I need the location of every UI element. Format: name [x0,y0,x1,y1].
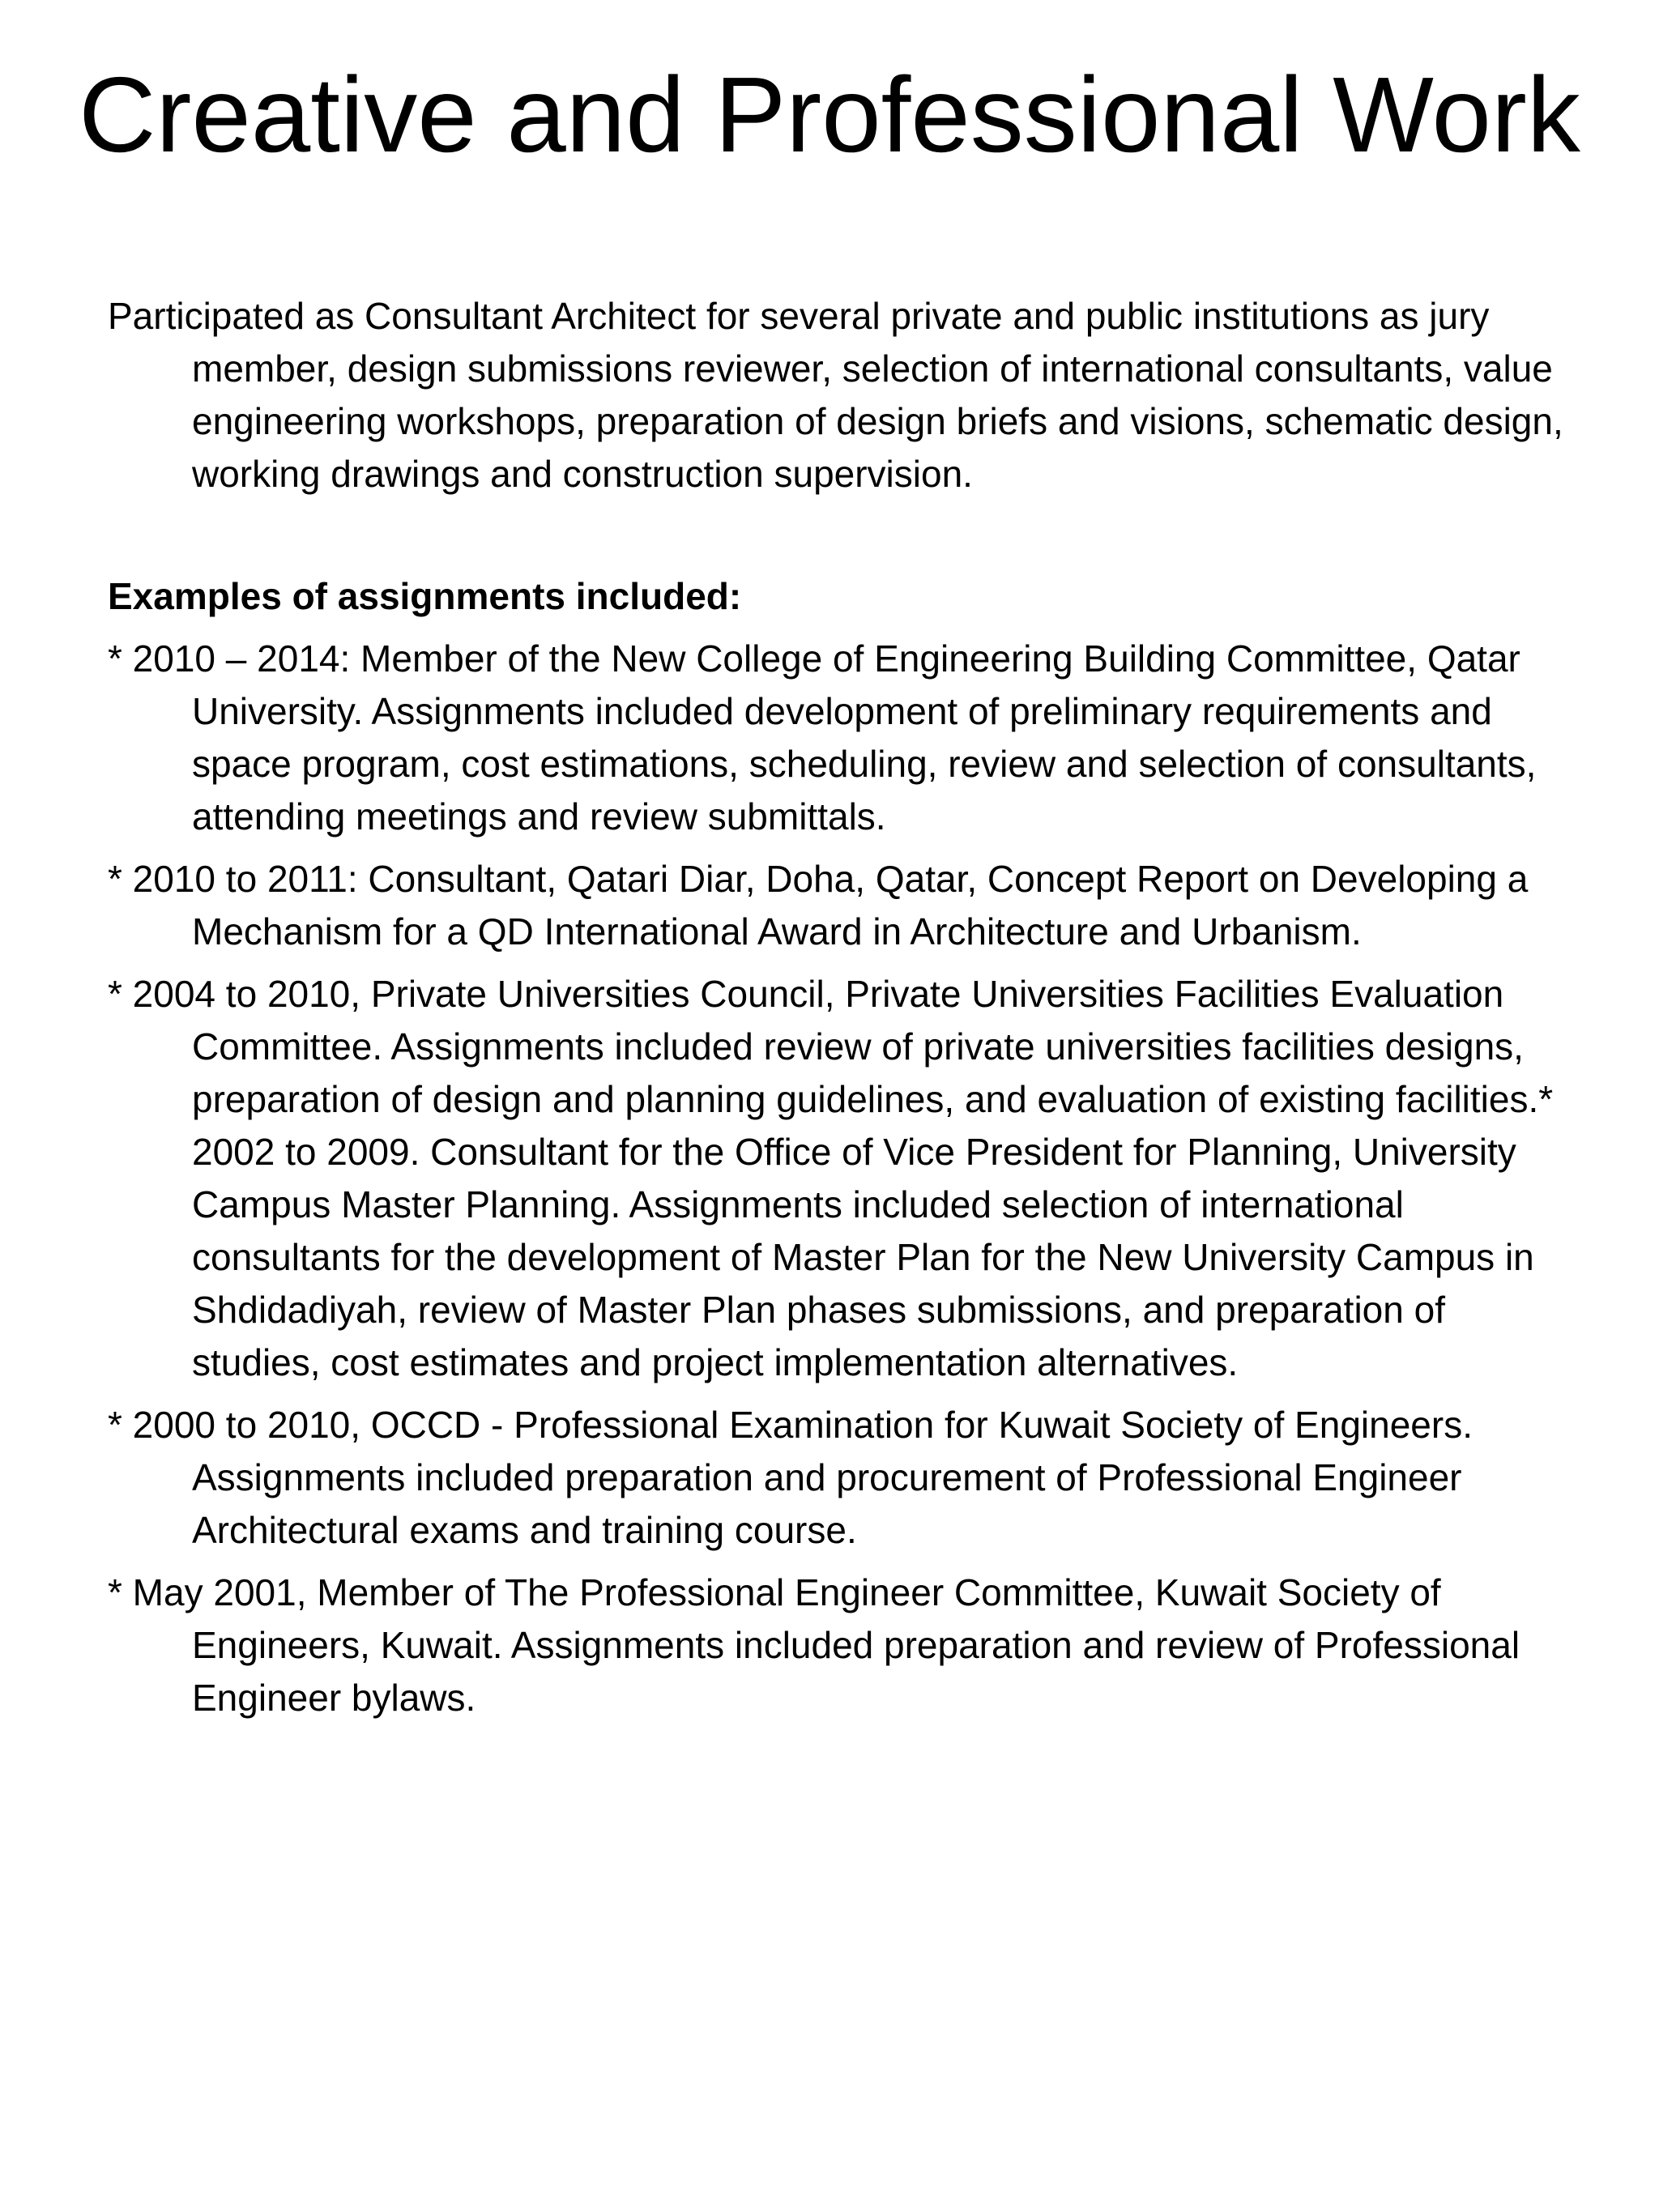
slide-body [108,290,1582,1734]
assignment-item: * 2010 – 2014: Member of the New College of Engineering Building Committee, Qatar University. Assignments included development of preliminary requirements and space program, cost estimations, scheduling, review and selection of consultants, attending meetings and review submittals. [108,637,1537,837]
page-title: Creative and Professional Work [79,55,1580,174]
assignment-item: * 2004 to 2010, Private Universities Council, Private Universities Facilities Evaluation Committee. Assignments included review of private universities facilities designs, preparation of design and planning guidelines, and evaluation of existing facilities.* 2002 to 2009. Consultant for the Office of Vice President for Planning, University Campus Master Planning. Assignments included selection of international consultants for the development of Master Plan for the New University Campus in Shdidadiyah, review of Master Plan phases submissions, and preparation of studies, cost estimates and project implementation alternatives. [108,973,1554,1383]
assignment-item: * 2010 to 2011: Consultant, Qatari Diar, Doha, Qatar, Concept Report on Developing a Mechanism for a QD International Award in Architecture and Urbanism. [108,858,1529,953]
assignment-item: * May 2001, Member of The Professional Engineer Committee, Kuwait Society of Engineers, Kuwait. Assignments included preparation and review of Professional Engineer bylaws. [108,1571,1520,1719]
examples-heading: Examples of assignments included: [108,575,742,617]
assignment-item: * 2000 to 2010, OCCD - Professional Examination for Kuwait Society of Engineers. Assignments included preparation and procurement of Professional Engineer Architectural exams and training course. [108,1404,1473,1551]
intro-paragraph: Participated as Consultant Architect for several private and public institutions as jury member, design submissions reviewer, selection of international consultants, value engineering workshops, preparation of design briefs and visions, schematic design, working drawings and construction supervision. [108,295,1563,495]
